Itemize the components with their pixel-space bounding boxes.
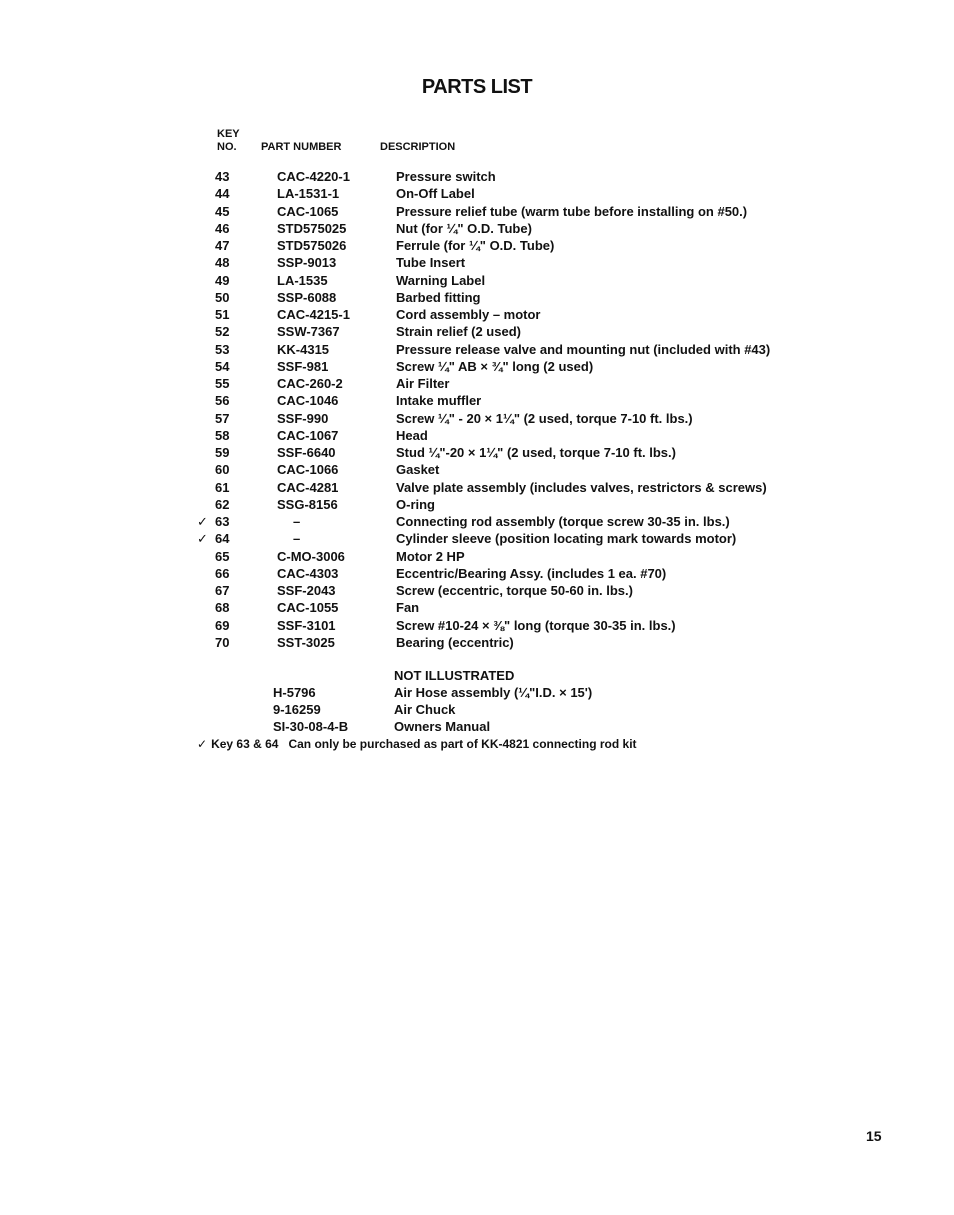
key-number: 64: [215, 531, 230, 547]
part-description: Ferrule (for ¼" O.D. Tube): [396, 238, 555, 253]
key-number: 49: [215, 272, 230, 288]
part-number: LA-1531-1: [277, 186, 340, 202]
part-number: SST-3025: [277, 634, 335, 650]
key-number: 70: [215, 634, 230, 650]
part-number: 9-16259: [273, 702, 321, 717]
key-number: 55: [215, 376, 230, 391]
part-description: Screw ¼" AB × ¾" long (2 used): [396, 358, 594, 374]
part-number: SI-30-08-4-B: [273, 719, 349, 734]
parts-row: [195, 220, 895, 237]
key-number: 67: [215, 583, 230, 598]
not-illustrated-title: NOT ILLUSTRATED: [394, 668, 515, 683]
parts-row: [195, 185, 895, 202]
part-description: O-ring: [396, 496, 435, 512]
part-description: Head: [396, 427, 428, 443]
page-title: PARTS LIST: [421, 76, 533, 98]
part-number: LA-1535: [277, 272, 328, 288]
part-number: SSW-7367: [277, 324, 340, 340]
key-number: 50: [215, 289, 230, 305]
parts-row: [195, 358, 895, 375]
part-description: Gasket: [396, 462, 440, 478]
part-number: C-MO-3006: [277, 548, 345, 564]
parts-row: [195, 272, 895, 289]
part-number: STD575025: [277, 220, 347, 236]
part-description: Air Chuck: [394, 702, 456, 717]
key-header-line1: KEY: [217, 128, 240, 140]
key-number: 53: [215, 341, 230, 357]
key-number: 63: [215, 514, 230, 529]
part-number: SSP-6088: [277, 289, 337, 305]
part-number: SSF-6640: [277, 445, 336, 460]
parts-row: [195, 548, 895, 565]
part-description: Pressure release valve and mounting nut (included with #43): [396, 341, 771, 357]
parts-row: [195, 513, 895, 530]
key-number: 69: [215, 617, 230, 633]
key-number: 60: [215, 462, 230, 478]
part-description: Nut (for ¼" O.D. Tube): [396, 220, 532, 236]
part-number: CAC-1065: [277, 203, 339, 219]
key-number: 68: [215, 600, 230, 616]
parts-row: [195, 254, 895, 271]
part-number: CAC-260-2: [277, 376, 343, 391]
key-number: 48: [215, 255, 230, 271]
footnote: [197, 737, 637, 751]
part-number: CAC-1055: [277, 600, 339, 616]
not-illustrated-row: [195, 685, 895, 702]
part-description: Owners Manual: [394, 719, 491, 734]
part-number: –: [293, 514, 301, 529]
part-number: SSG-8156: [277, 496, 338, 512]
part-description: Fan: [396, 600, 420, 616]
part-description: Stud ¼"-20 × 1¼" (2 used, torque 7-10 ft. lbs.): [396, 445, 676, 460]
parts-row: [195, 410, 895, 427]
parts-row: [195, 323, 895, 340]
part-number: SSF-3101: [277, 617, 336, 633]
part-description: Screw ¼" - 20 × 1¼" (2 used, torque 7-10 ft. lbs.): [396, 410, 693, 426]
part-description: Eccentric/Bearing Assy. (includes 1 ea. #70): [396, 565, 667, 581]
check-mark-icon: ✓: [197, 737, 208, 751]
part-number: SSF-2043: [277, 583, 336, 598]
part-description: Air Filter: [396, 376, 450, 391]
part-number: CAC-4215-1: [277, 307, 350, 322]
key-number: 61: [215, 479, 230, 495]
key-number: 58: [215, 427, 230, 443]
not-illustrated-row: [195, 719, 895, 736]
key-number: 44: [215, 186, 230, 202]
parts-row: [195, 496, 895, 513]
part-description: Warning Label: [396, 272, 486, 288]
key-header-line2: NO.: [217, 141, 237, 153]
key-number: 52: [215, 324, 230, 340]
key-number: 43: [215, 169, 230, 184]
part-number: CAC-1066: [277, 462, 339, 478]
part-description: Pressure relief tube (warm tube before installing on #50.): [396, 203, 748, 219]
key-number: 59: [215, 445, 230, 460]
part-description: Tube Insert: [396, 255, 466, 271]
part-number: SSF-981: [277, 358, 329, 374]
parts-row: [195, 617, 895, 634]
parts-row: [195, 599, 895, 616]
key-number: 51: [215, 307, 230, 322]
parts-row: [195, 427, 895, 444]
parts-row: [195, 341, 895, 358]
part-number: CAC-1067: [277, 427, 339, 443]
part-description: Bearing (eccentric): [396, 634, 514, 650]
key-number: 46: [215, 220, 230, 236]
part-description: Pressure switch: [396, 169, 496, 184]
part-description: Screw #10-24 × ⅜" long (torque 30-35 in. lbs.): [396, 617, 676, 633]
check-mark-icon: ✓: [197, 514, 208, 529]
part-number: SSF-990: [277, 410, 329, 426]
key-number: 66: [215, 565, 230, 581]
check-mark-icon: ✓: [197, 531, 208, 547]
part-number: CAC-4220-1: [277, 169, 350, 184]
part-number: CAC-4281: [277, 479, 339, 495]
part-number: STD575026: [277, 238, 347, 253]
parts-row: [195, 203, 895, 220]
part-number: H-5796: [273, 685, 316, 700]
key-number: 54: [215, 358, 230, 374]
parts-row: [195, 582, 895, 599]
part-description: Air Hose assembly (¼"I.D. × 15'): [394, 685, 593, 700]
part-description: Cord assembly – motor: [396, 307, 541, 322]
part-number: –: [293, 531, 301, 547]
page-number: 15: [866, 1128, 882, 1144]
part-number: CAC-1046: [277, 393, 339, 409]
part-description: Strain relief (2 used): [396, 324, 521, 340]
parts-table: [195, 168, 895, 651]
parts-row: [195, 168, 895, 185]
parts-row: [195, 479, 895, 496]
key-number-header: [217, 128, 240, 154]
key-number: 47: [215, 238, 230, 253]
parts-row: [195, 444, 895, 461]
key-number: 57: [215, 410, 230, 426]
part-number: SSP-9013: [277, 255, 337, 271]
parts-row: [195, 306, 895, 323]
part-description: Valve plate assembly (includes valves, restrictors & screws): [396, 479, 767, 495]
parts-row: [195, 237, 895, 254]
footnote-text: Can only be purchased as part of KK-4821 connecting rod kit: [288, 737, 637, 751]
key-number: 65: [215, 548, 230, 564]
part-description: Screw (eccentric, torque 50-60 in. lbs.): [396, 583, 633, 598]
part-description: Intake muffler: [396, 393, 482, 409]
parts-row: [195, 530, 895, 547]
part-description: On-Off Label: [396, 186, 475, 202]
part-description: Connecting rod assembly (torque screw 30-35 in. lbs.): [396, 514, 730, 529]
part-description: Barbed fitting: [396, 289, 481, 305]
parts-row: [195, 289, 895, 306]
part-number: KK-4315: [277, 341, 330, 357]
parts-row: [195, 461, 895, 478]
key-number: 56: [215, 393, 230, 409]
key-number: 62: [215, 496, 230, 512]
description-header: DESCRIPTION: [380, 141, 456, 153]
part-description: Cylinder sleeve (position locating mark towards motor): [396, 531, 737, 547]
parts-row: [195, 375, 895, 392]
parts-row: [195, 565, 895, 582]
part-number: CAC-4303: [277, 565, 339, 581]
not-illustrated-row: [195, 702, 895, 719]
part-number-header: PART NUMBER: [261, 141, 342, 153]
parts-row: [195, 634, 895, 651]
key-number: 45: [215, 203, 230, 219]
parts-row: [195, 392, 895, 409]
footnote-keys: Key 63 & 64: [211, 737, 279, 751]
part-description: Motor 2 HP: [396, 548, 465, 564]
